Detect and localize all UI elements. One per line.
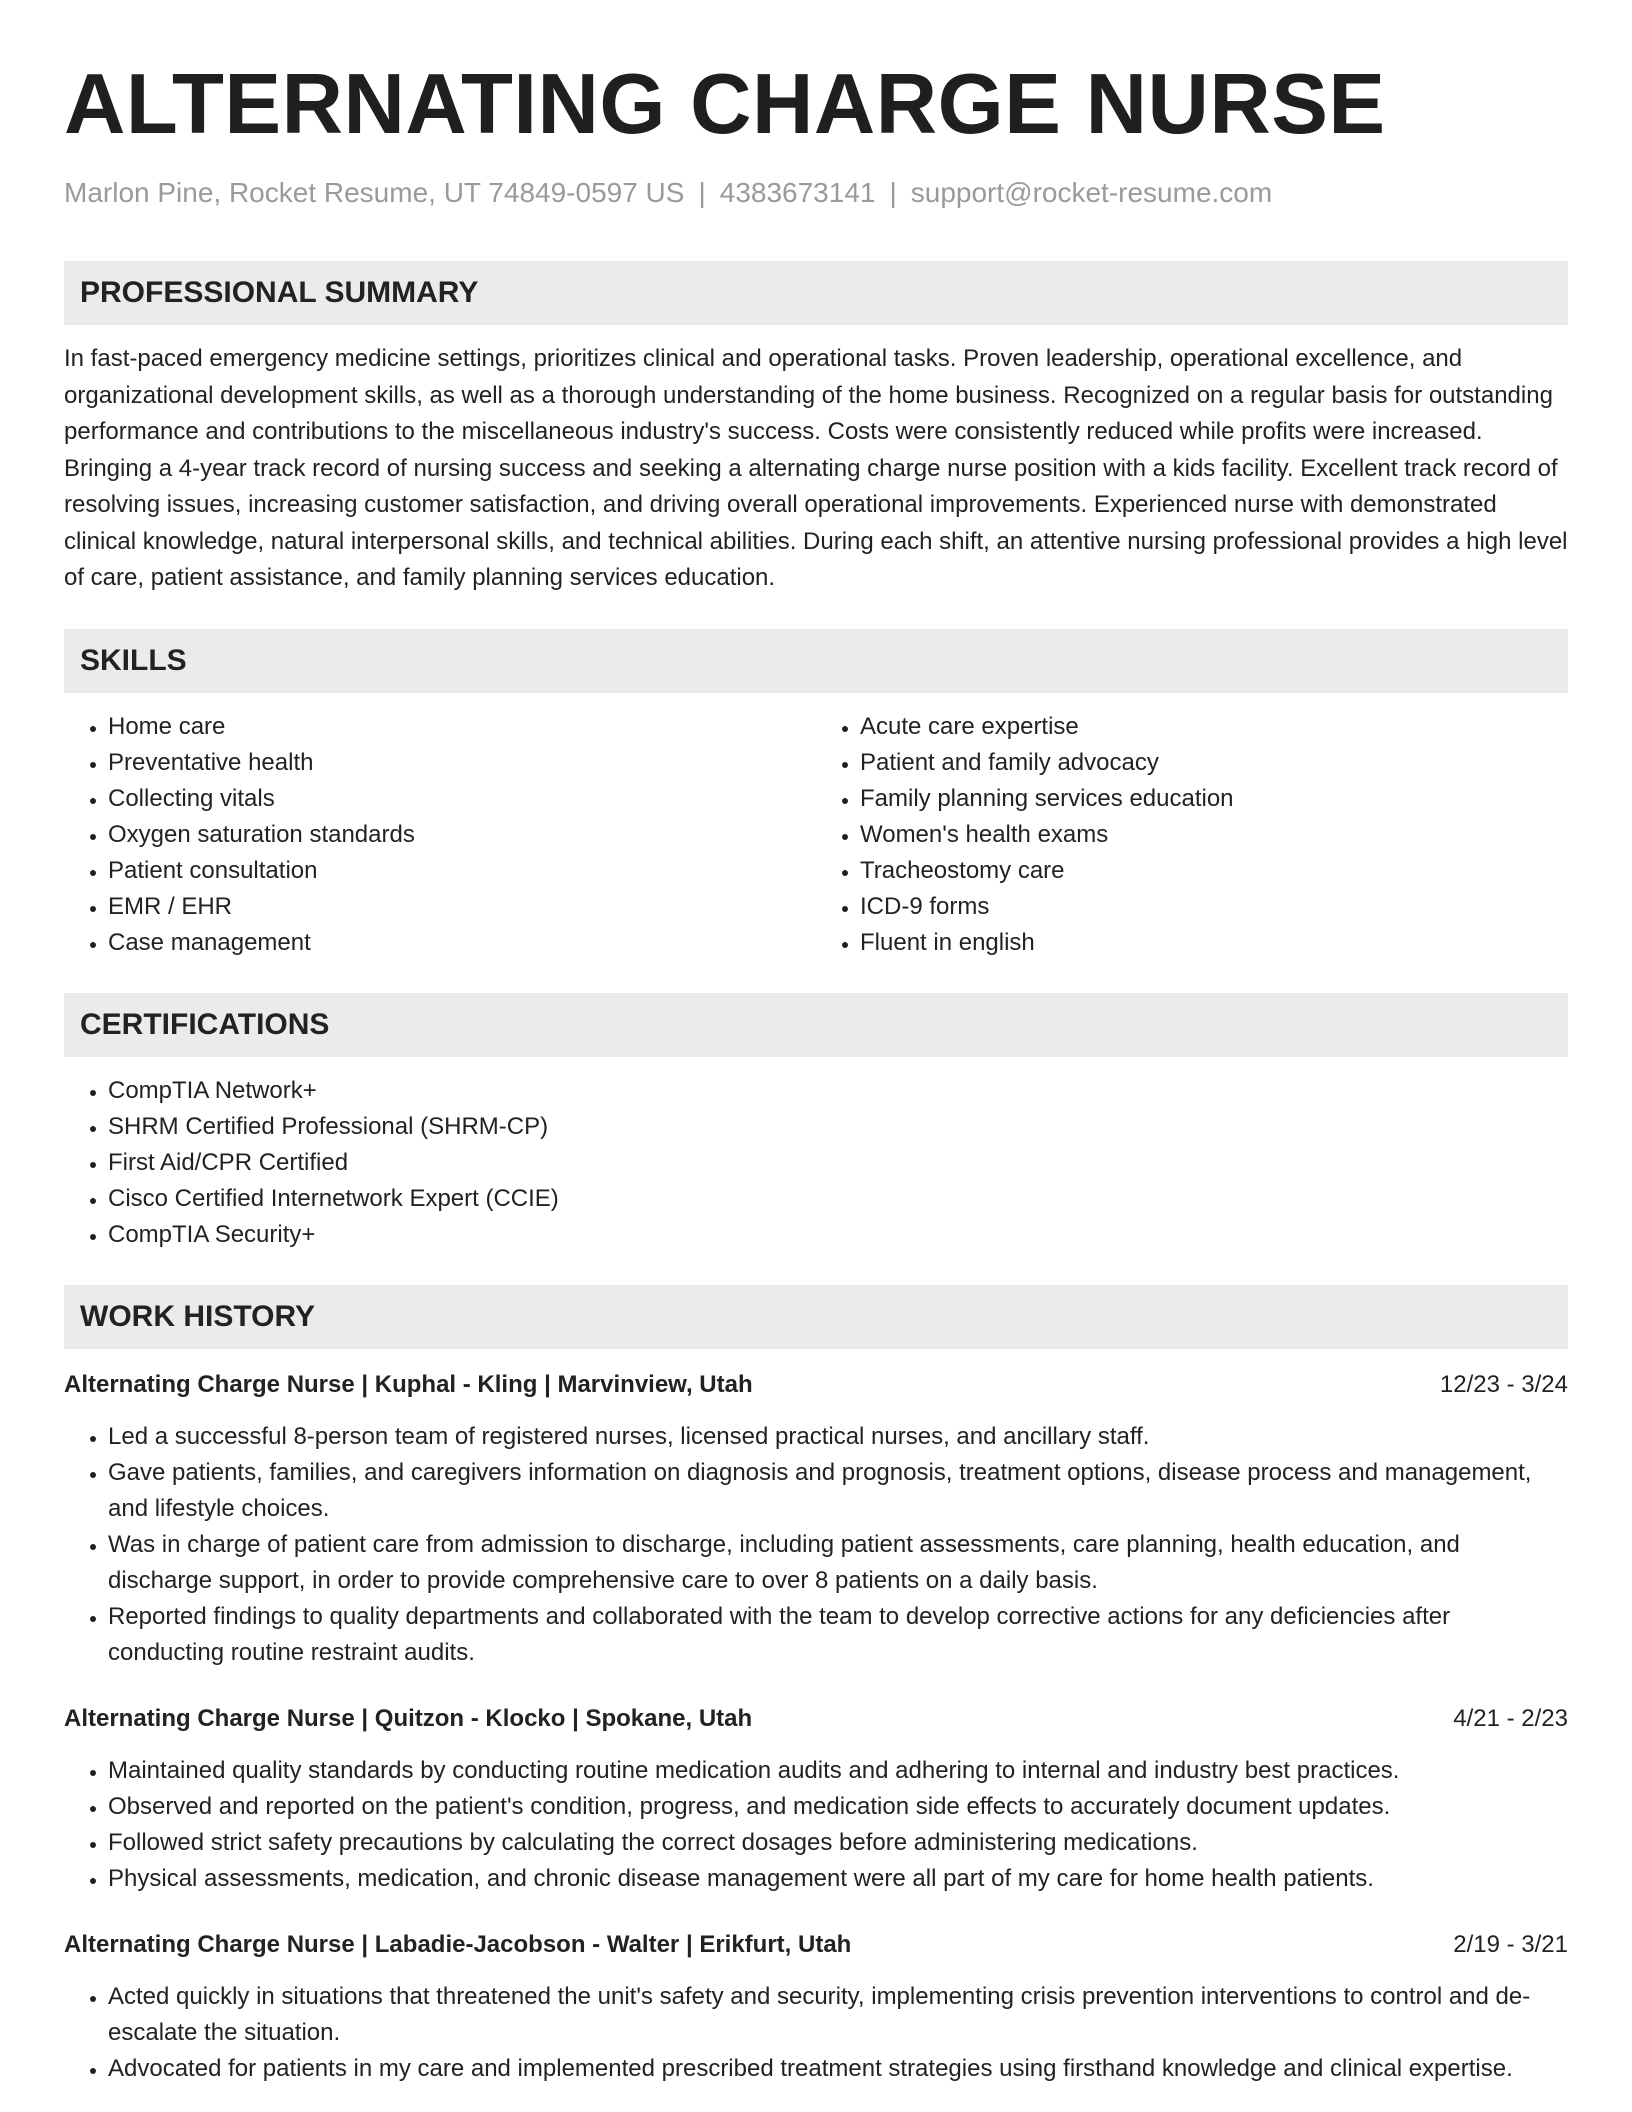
skill-item: • Collecting vitals — [108, 781, 816, 817]
skill-item: • Patient and family advocacy — [860, 745, 1568, 781]
contact-separator: | — [698, 176, 706, 208]
certification-item: • SHRM Certified Professional (SHRM-CP) — [108, 1109, 1568, 1145]
job-bullets — [64, 1979, 1568, 2087]
resume-content — [64, 0, 1568, 2087]
job-bullet: • Followed strict safety precautions by calculating the correct dosages before administering medications. — [108, 1825, 1568, 1861]
job-bullet: • Acted quickly in situations that threatened the unit's safety and security, implementing crisis prevention interventions to control and de-escalate the situation. — [108, 1979, 1568, 2051]
certification-item: • Cisco Certified Internetwork Expert (CCIE) — [108, 1181, 1568, 1217]
job-dates: 4/21 - 2/23 — [1453, 1704, 1568, 1732]
job-dates: 12/23 - 3/24 — [1439, 1370, 1568, 1398]
certifications-list — [64, 1073, 1568, 1253]
job-dates: 2/19 - 3/21 — [1453, 1930, 1568, 1958]
job-header — [64, 1367, 1568, 1403]
skill-item: • Case management — [108, 925, 816, 961]
job-entry — [64, 1927, 1568, 2087]
contact-line — [64, 176, 1568, 210]
certifications-section — [64, 993, 1568, 1253]
contact-email: support@rocket-resume.com — [910, 176, 1273, 208]
job-bullets — [64, 1419, 1568, 1671]
job-header — [64, 1927, 1568, 1963]
certification-item: • First Aid/CPR Certified — [108, 1145, 1568, 1181]
job-title: Alternating Charge Nurse | Labadie-Jacobson - Walter | Erikfurt, Utah — [64, 1930, 852, 1958]
job-title: Alternating Charge Nurse | Kuphal - Kling | Marvinview, Utah — [64, 1370, 753, 1398]
certification-item: • CompTIA Security+ — [108, 1217, 1568, 1253]
section-heading-work-history: WORK HISTORY — [64, 1285, 1568, 1349]
summary-section — [64, 261, 1568, 597]
skill-item: • Women's health exams — [860, 817, 1568, 853]
skill-item: • ICD-9 forms — [860, 889, 1568, 925]
summary-text: In fast-paced emergency medicine settings, prioritizes clinical and operational tasks. Proven leadership, operational excellence, and organizational development skills, as well as a thorough understanding of the home business. Recognized on a regular basis for outstanding performance and contributions to the miscellaneous industry's success. Costs were consistently reduced while profits were increased. Bringing a 4-year track record of nursing success and seeking a alternating charge nurse position with a kids facility. Excellent track record of resolving issues, increasing customer satisfaction, and driving overall operational improvements. Experienced nurse with demonstrated clinical knowledge, natural interpersonal skills, and technical abilities. During each shift, an attentive nursing professional provides a high level of care, patient assistance, and family planning services education. — [64, 345, 1568, 592]
skills-columns — [64, 693, 1568, 961]
job-bullet: • Maintained quality standards by conducting routine medication audits and adhering to internal and industry best practices. — [108, 1753, 1568, 1789]
section-heading-skills: SKILLS — [64, 629, 1568, 693]
skills-list-right — [816, 709, 1568, 961]
job-title: Alternating Charge Nurse | Quitzon - Klocko | Spokane, Utah — [64, 1704, 753, 1732]
contact-phone: 4383673141 — [719, 176, 876, 208]
job-bullet: • Observed and reported on the patient's condition, progress, and medication side effects to accurately document updates. — [108, 1789, 1568, 1825]
candidate-name: ALTERNATING CHARGE NURSE — [64, 57, 1386, 152]
section-heading-certifications: CERTIFICATIONS — [64, 993, 1568, 1057]
job-bullet: • Gave patients, families, and caregivers information on diagnosis and prognosis, treatment options, disease process and management, and lifestyle choices. — [108, 1455, 1568, 1527]
skill-item: • Fluent in english — [860, 925, 1568, 961]
section-heading-summary: PROFESSIONAL SUMMARY — [64, 261, 1568, 325]
skills-list-left — [64, 709, 816, 961]
skill-item: • Patient consultation — [108, 853, 816, 889]
skill-item: • Oxygen saturation standards — [108, 817, 816, 853]
job-bullet: • Was in charge of patient care from admission to discharge, including patient assessments, care planning, health education, and discharge support, in order to provide comprehensive care to over 8 patients on a daily basis. — [108, 1527, 1568, 1599]
skill-item: • Home care — [108, 709, 816, 745]
job-header — [64, 1701, 1568, 1737]
skill-item: • EMR / EHR — [108, 889, 816, 925]
job-entry — [64, 1367, 1568, 1671]
skill-item: • Preventative health — [108, 745, 816, 781]
job-bullet: • Advocated for patients in my care and implemented prescribed treatment strategies using firsthand knowledge and clinical expertise. — [108, 2051, 1568, 2087]
skills-section — [64, 629, 1568, 961]
job-bullet: • Led a successful 8-person team of registered nurses, licensed practical nurses, and ancillary staff. — [108, 1419, 1568, 1455]
contact-separator: | — [889, 176, 897, 208]
certification-item: • CompTIA Network+ — [108, 1073, 1568, 1109]
work-history-section — [64, 1285, 1568, 2087]
skill-item: • Tracheostomy care — [860, 853, 1568, 889]
skill-item: • Acute care expertise — [860, 709, 1568, 745]
contact-address: Marlon Pine, Rocket Resume, UT 74849-0597 US — [64, 176, 685, 208]
job-entry — [64, 1701, 1568, 1897]
job-bullet: • Reported findings to quality departments and collaborated with the team to develop corrective actions for any deficiencies after conducting routine restraint audits. — [108, 1599, 1568, 1671]
job-bullets — [64, 1753, 1568, 1897]
skill-item: • Family planning services education — [860, 781, 1568, 817]
job-bullet: • Physical assessments, medication, and chronic disease management were all part of my care for home health patients. — [108, 1861, 1568, 1897]
